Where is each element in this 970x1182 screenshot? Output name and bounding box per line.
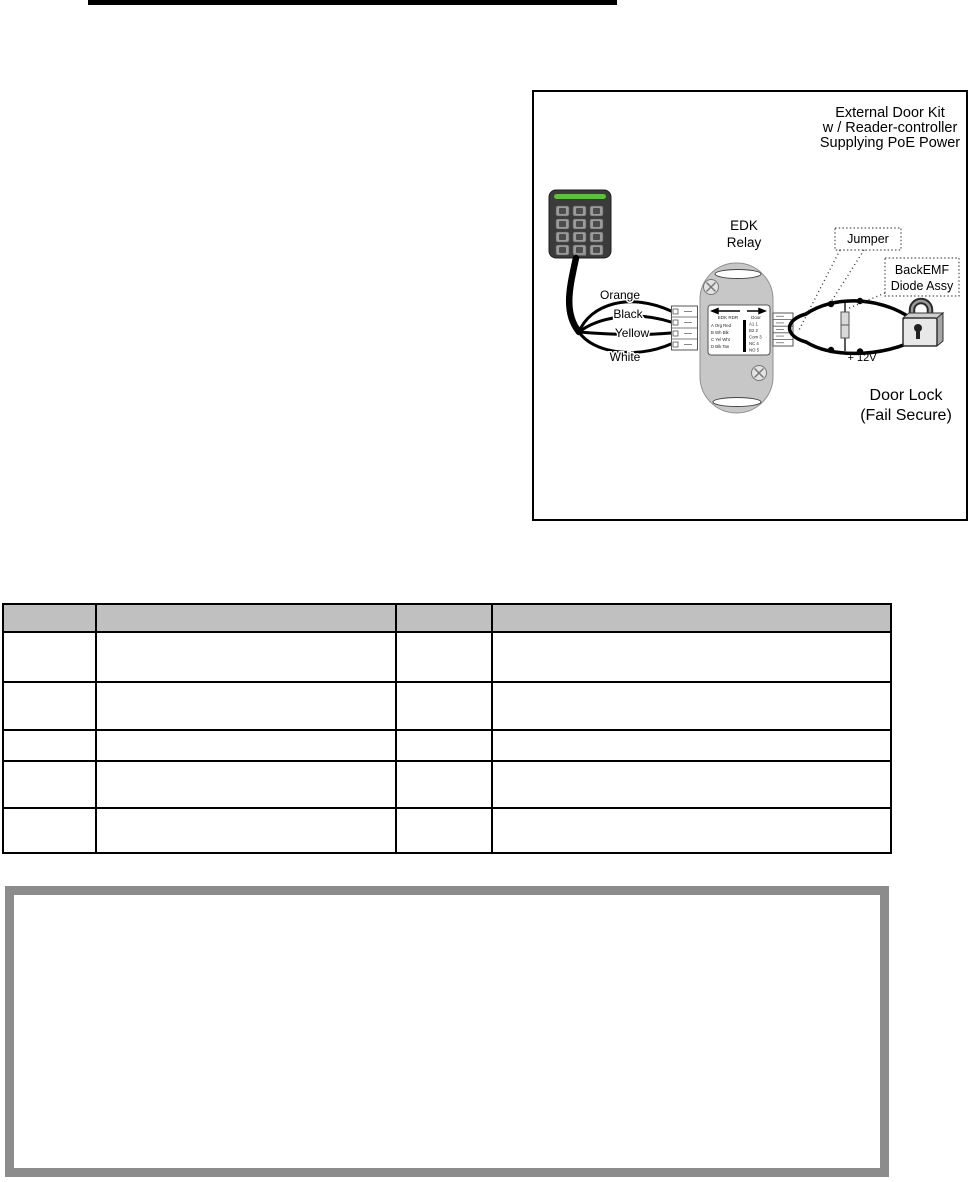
table-cell xyxy=(492,632,891,682)
lock-wire-upper xyxy=(806,301,909,317)
wiring-diagram-figure xyxy=(532,90,968,521)
relay-screw-top-icon xyxy=(704,280,719,295)
relay-screw-bottom-icon xyxy=(752,366,767,381)
relay-label-row: B2 2 xyxy=(749,328,758,333)
relay-label-row: NC 4 xyxy=(749,341,759,346)
reader-connector-block xyxy=(672,306,698,350)
table-header-cell xyxy=(3,604,96,632)
table-header-cell xyxy=(396,604,492,632)
wiring-table xyxy=(2,603,892,854)
table-cell xyxy=(396,761,492,808)
table-row xyxy=(3,730,891,761)
lock-caption-line-2: (Fail Secure) xyxy=(860,407,952,424)
diode-assembly xyxy=(841,302,849,351)
table-cell xyxy=(3,682,96,730)
table-cell xyxy=(96,730,396,761)
relay-label-row: NO 5 xyxy=(749,347,760,353)
relay-label-row: B Wh Blk xyxy=(711,330,729,335)
padlock-icon xyxy=(903,301,943,346)
relay-label-right-header: Door xyxy=(751,315,761,320)
backemf-label-line-2: Diode Assy xyxy=(890,279,954,293)
relay-wiring-label xyxy=(708,305,770,355)
table-row xyxy=(3,682,891,730)
table-cell xyxy=(3,808,96,853)
table-header-cell xyxy=(96,604,396,632)
table-cell xyxy=(492,761,891,808)
wire-label-black: Black xyxy=(613,307,643,321)
table-cell xyxy=(3,761,96,808)
jumper-label: Jumper xyxy=(847,232,889,246)
table-cell xyxy=(396,730,492,761)
table-cell xyxy=(96,682,396,730)
reader-cable xyxy=(569,258,579,332)
table-cell xyxy=(492,682,891,730)
title-underline xyxy=(88,0,617,5)
diagram-title-line-1: External Door Kit xyxy=(835,105,945,121)
table-cell xyxy=(396,632,492,682)
wire-label-orange: Orange xyxy=(599,288,641,302)
table-cell xyxy=(96,632,396,682)
diagram-title xyxy=(820,105,960,151)
table-cell xyxy=(396,682,492,730)
table-cell xyxy=(96,761,396,808)
table-header-cell xyxy=(492,604,891,632)
relay-mount-slot-bottom xyxy=(713,398,761,407)
wiring-diagram-svg xyxy=(534,92,966,519)
relay-label-row: A1 1 xyxy=(749,321,758,327)
wire-label-white: White xyxy=(609,350,641,364)
relay-title-line-2: Relay xyxy=(726,235,762,250)
table-row xyxy=(3,632,891,682)
reader-led-strip xyxy=(554,194,606,199)
table-header-row xyxy=(3,604,891,632)
relay-title-line-1: EDK xyxy=(730,218,758,233)
relay-label-left-header: EDK RDR xyxy=(717,315,739,320)
wire-label-yellow: Yellow xyxy=(614,326,650,340)
relay-label-row: C Yel Wht xyxy=(711,337,730,342)
note-box xyxy=(5,886,889,1177)
table-cell xyxy=(3,730,96,761)
table-cell xyxy=(3,632,96,682)
table-cell xyxy=(492,730,891,761)
diagram-title-line-2: w / Reader-controller xyxy=(822,120,958,136)
diagram-title-line-3: Supplying PoE Power xyxy=(819,135,961,151)
supply-voltage-label: + 12V xyxy=(847,352,877,364)
table-cell xyxy=(96,808,396,853)
table-cell xyxy=(396,808,492,853)
table-row xyxy=(3,808,891,853)
backemf-label-line-1: BackEMF xyxy=(894,263,950,277)
edk-relay xyxy=(700,263,773,413)
table-cell xyxy=(492,808,891,853)
relay-mount-slot-top xyxy=(715,270,761,279)
relay-label-row: Com 3 xyxy=(749,334,762,340)
keypad-reader-icon xyxy=(549,190,611,258)
relay-label-row: D Blk Tan xyxy=(711,344,730,349)
relay-label-row: A Org Red xyxy=(711,323,732,328)
lock-caption-line-1: Door Lock xyxy=(869,387,943,404)
table-row xyxy=(3,761,891,808)
